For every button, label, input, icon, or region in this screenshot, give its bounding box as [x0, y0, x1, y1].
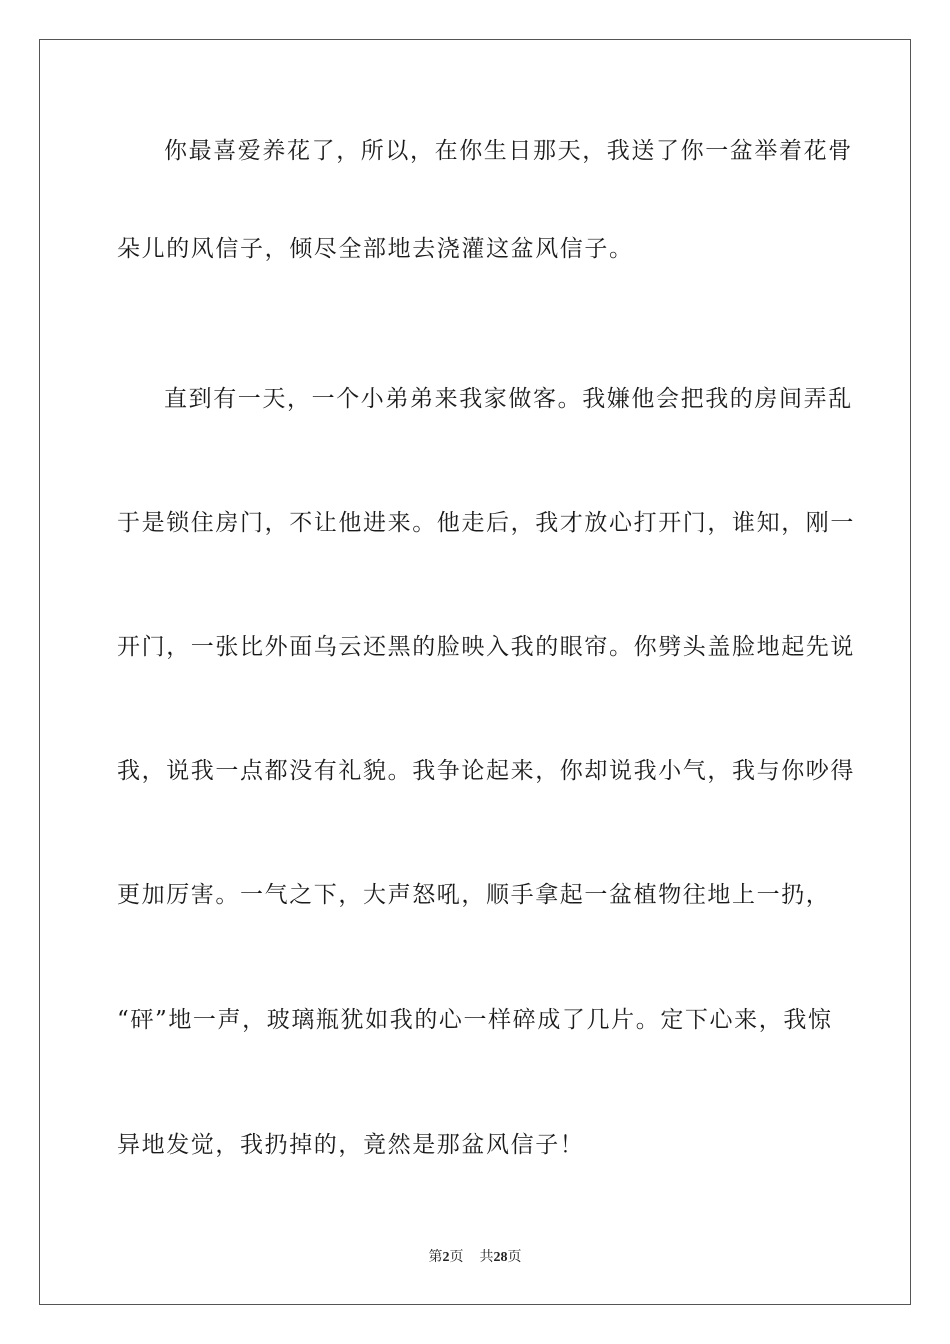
paragraph-2-line-6: “砰”地一声，玻璃瓶犹如我的心一样碎成了几片。定下心来，我惊	[117, 1007, 833, 1033]
paragraph-2-line-5: 更加厉害。一气之下，大声怒吼，顺手拿起一盆植物往地上一扔，	[117, 882, 831, 908]
paragraph-2-line-7: 异地发觉，我扔掉的，竟然是那盆风信子！	[117, 1132, 585, 1158]
paragraph-1-line-2: 朵儿的风信子，倾尽全部地去浇灌这盆风信子。	[117, 236, 634, 262]
total-suffix: 页	[507, 1249, 522, 1265]
paragraph-1-line-1: 你最喜爱养花了，所以，在你生日那天，我送了你一盆举着花骨	[164, 138, 853, 164]
page-border	[39, 39, 911, 1305]
paragraph-2-line-2: 于是锁住房门，不让他进来。他走后，我才放心打开门，谁知，刚一	[117, 510, 855, 536]
paragraph-2-line-3: 开门，一张比外面乌云还黑的脸映入我的眼帘。你劈头盖脸地起先说	[117, 634, 855, 660]
page-prefix: 第	[428, 1249, 443, 1265]
total-pages: 28	[493, 1250, 508, 1265]
total-prefix: 共	[479, 1249, 494, 1265]
paragraph-2-line-4: 我，说我一点都没有礼貌。我争论起来，你却说我小气，我与你吵得	[117, 758, 855, 784]
page-suffix: 页	[449, 1249, 464, 1265]
page-number: 2	[442, 1250, 450, 1265]
page-footer	[0, 1248, 950, 1267]
paragraph-2-line-1: 直到有一天，一个小弟弟来我家做客。我嫌他会把我的房间弄乱	[164, 386, 853, 412]
